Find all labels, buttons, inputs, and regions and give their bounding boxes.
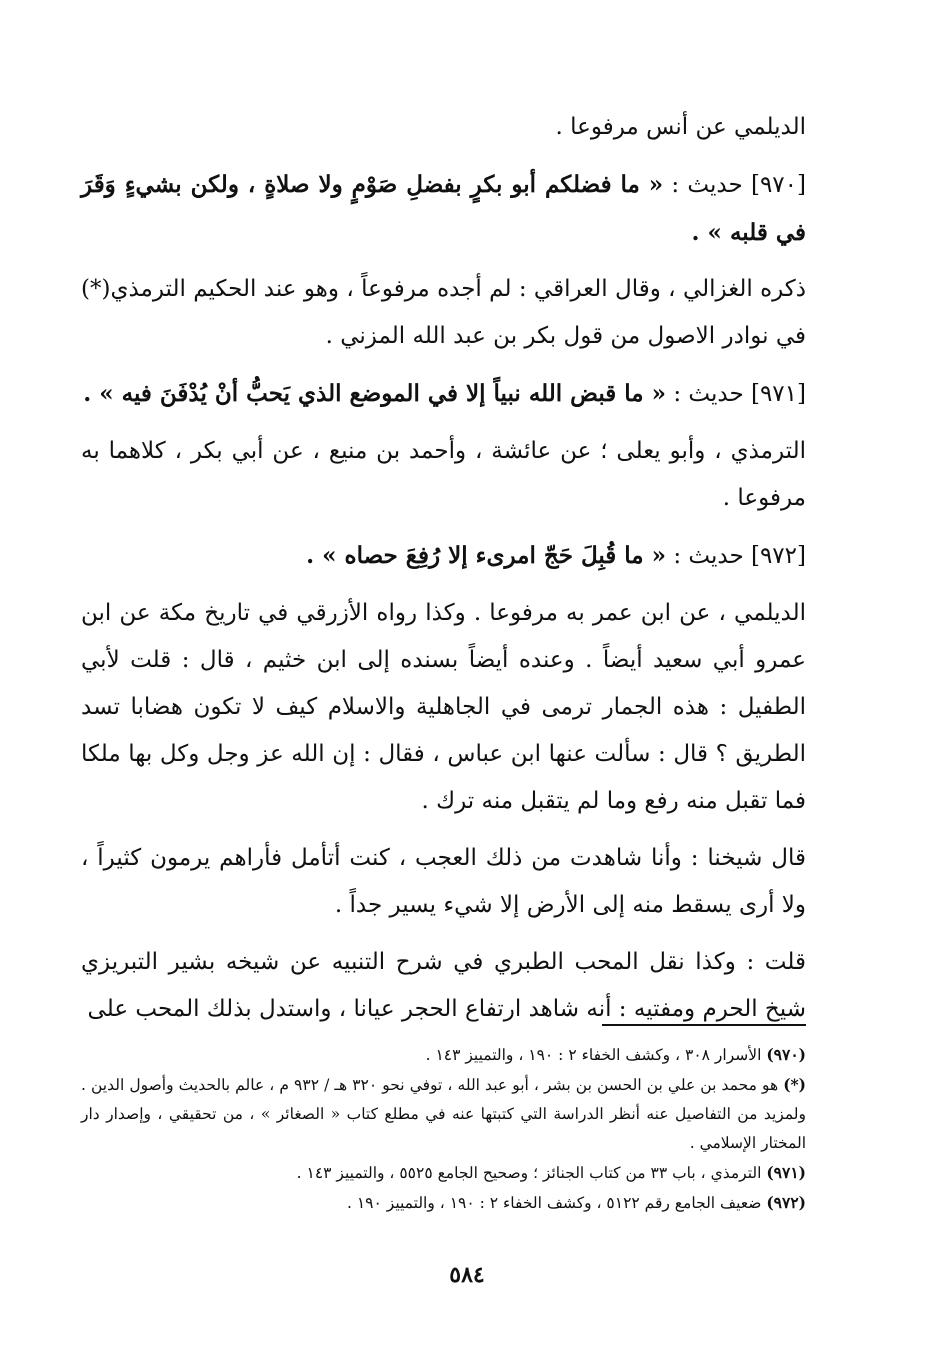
footnote-separator xyxy=(602,1024,806,1026)
hadith-number-970: [٩٧٠] حديث : xyxy=(663,172,806,198)
footnote xyxy=(81,1158,806,1188)
hadith-text-972: « ما قُبِلَ حَجّ امرىء إلا رُفِعَ حصاه » . xyxy=(306,542,667,569)
footnote xyxy=(81,1070,806,1158)
footnote-number: (٩٧٠) xyxy=(766,1045,806,1064)
paragraph: قلت : وكذا نقل المحب الطبري في شرح التنبيه عن شيخه بشير التبريزي شيخ الحرم ومفتيه : أنه شاهد ارتفاع الحجر عيانا ، واستدل بذلك المحب على xyxy=(81,949,806,1022)
hadith-paragraph-970 xyxy=(81,161,806,256)
paragraph: الديلمي عن أنس مرفوعا . xyxy=(555,114,806,140)
paragraph: الديلمي ، عن ابن عمر به مرفوعا . وكذا رواه الأزرقي في تاريخ مكة عن ابن عمرو أبي سعيد أيضاً . وعنده أيضاً بسنده إلى ابن خثيم ، قال : قلت لأبي الطفيل : هذه الجمار ترمى في الجاهلية والاسلام كيف لا تكون هضابا تسد الطريق ؟ قال : سألت عنها ابن عباس ، فقال : إن الله عز وجل وكل بها ملكا فما تقبل منه رفع وما لم يتقبل منه ترك . xyxy=(81,600,806,814)
hadith-paragraph-972 xyxy=(81,532,806,580)
main-text xyxy=(81,104,806,1043)
hadith-text-971: « ما قبض الله نبياً إلا في الموضع الذي يَحبُّ أنْ يُدْفَنَ فيه » . xyxy=(83,380,667,407)
hadith-number-972: [٩٧٢] حديث : xyxy=(666,543,806,569)
footnote xyxy=(81,1040,806,1070)
footnote-number: (٩٧١) xyxy=(766,1163,806,1182)
paragraph: قال شيخنا : وأنا شاهدت من ذلك العجب ، كنت أتأمل فأراهم يرمون كثيراً ، ولا أرى يسقط منه إلى الأرض إلا شيء يسير جداً . xyxy=(81,845,806,918)
footnote-text: الأسرار ٣٠٨ ، وكشف الخفاء ٢ : ١٩٠ ، والتمييز ١٤٣ . xyxy=(425,1046,767,1064)
footnote-text: هو محمد بن علي بن الحسن بن بشر ، أبو عبد الله ، توفي نحو ٣٢٠ هـ / ٩٣٢ م ، عالم بالحديث وأصول الدين . ولمزيد من التفاصيل عنه أنظر الدراسة التي كتبتها عنه في مطلع كتاب « الصغائر » ، من تحقيقي ، وإصدار دار المختار الإسلامي . xyxy=(81,1076,806,1152)
hadith-paragraph-971 xyxy=(81,370,806,418)
footnote-text: ضعيف الجامع رقم ٥١٢٢ ، وكشف الخفاء ٢ : ١٩٠ ، والتمييز ١٩٠ . xyxy=(347,1194,767,1212)
hadith-number-971: [٩٧١] حديث : xyxy=(666,381,806,407)
paragraph: ذكره الغزالي ، وقال العراقي : لم أجده مرفوعاً ، وهو عند الحكيم الترمذي(*) في نوادر الاصول من قول بكر بن عبد الله المزني . xyxy=(81,276,806,349)
footnotes xyxy=(81,1040,806,1218)
paragraph: الترمذي ، وأبو يعلى ؛ عن عائشة ، وأحمد بن منيع ، عن أبي بكر ، كلاهما به مرفوعا . xyxy=(81,438,806,511)
footnote xyxy=(81,1188,806,1218)
page-number: ٥٨٤ xyxy=(449,1262,485,1288)
footnote-number: (*) xyxy=(783,1075,806,1094)
footnote-text: الترمذي ، باب ٣٣ من كتاب الجنائز ؛ وصحيح الجامع ٥٥٢٥ ، والتمييز ١٤٣ . xyxy=(296,1164,767,1182)
hadith-text-970: « ما فضلكم أبو بكرٍ بفضلِ صَوْمٍ ولا صلاةٍ ، ولكن بشيءٍ وَقَرَ في قلبه » . xyxy=(81,171,806,246)
footnote-number: (٩٧٢) xyxy=(766,1193,806,1212)
